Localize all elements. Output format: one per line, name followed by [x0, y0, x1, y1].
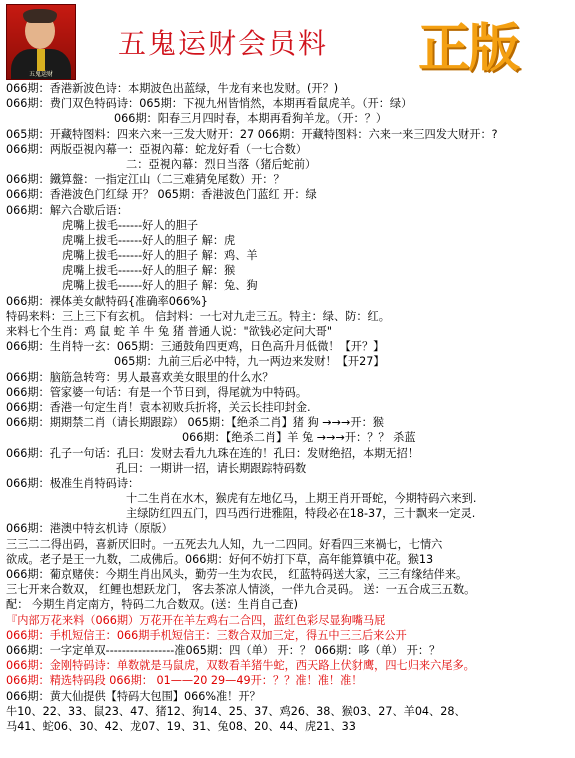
text-line: 066期：葡京赌侠：今期生肖出风头，勤劳一生为农民， 红蓝特码送大家，三三有缘结伴来。 — [6, 568, 468, 581]
page-title: 五鬼运财会员料 — [118, 27, 329, 60]
content-body — [6, 81, 571, 734]
text-line: 牛10、22、33、鼠23、47、猪12、狗14、25、37、鸡26、38、猴03、27、羊04、28、 — [6, 704, 466, 718]
text-line: 欲成。老子是王一九数，二成佛后。066期：好何不妨打下草，高年能算镇中花。猴13 — [6, 552, 434, 566]
text-line: 虎嘴上拔毛------好人的胆子 解：鸡、羊 — [62, 249, 258, 263]
text-line: 066期：港澳中特玄机诗（原版） — [6, 522, 173, 536]
text-line: 066期：香港一句定生肖！袁本初败兵折将，关云长挂印封金. — [6, 400, 311, 414]
genuine-badge: 正版 — [418, 18, 519, 79]
text-line: 066期：解六合歇后语： — [6, 203, 129, 217]
text-line: 特码来料：三上三下有玄机。 信封料：一七对九走三五。特主：绿、防：红。 — [6, 309, 390, 323]
text-line: 『内部万花来料（066期）万花开在羊左鸡右二合四，蓝红色彩尽显狗嘴马屁 — [6, 613, 386, 627]
text-line: 三七开来合数双， 红鲤也想跃龙门， 客去茶凉人情淡，一伴九合灵码。 送：一五合成三五数。 — [6, 583, 476, 597]
photo-caption: 五鬼运财 — [28, 71, 53, 78]
text-line: 066期：一字定单双-----------------准065期：四（单） 开：？ 066期：哆（单） 开：？ — [6, 643, 441, 657]
text-line: 065期：九前三后必中特，九一两边来发财！【开27】 — [114, 355, 385, 369]
text-line: 二：亞視內幕：烈日当落（猪后蛇前） — [126, 157, 317, 171]
text-line: 066期：生肖特一玄：065期：三通鼓角四更鸡，日色高升月低微！【开？】 — [6, 340, 385, 354]
text-line: 066期：裸体美女献特码{准确率066%} — [6, 294, 208, 308]
text-line: 虎嘴上拔毛------好人的胆子 解：猴 — [62, 264, 236, 278]
text-line: 066期：期期禁二肖（请长期跟踪） 065期：【绝杀二肖】猪 狗 →→→开：猴 — [6, 416, 384, 430]
text-line: 066期：两版亞視內幕一：亞視內幕：蛇龙好看（一七合数） — [6, 142, 308, 156]
portrait-tie — [37, 49, 45, 71]
text-line: 066期：金刚特码诗：单数就是马鼠虎，双数看羊猪牛蛇，西天路上伏豺鹰，四七归来六尾多。 — [6, 659, 475, 673]
text-line: 虎嘴上拔毛------好人的胆子 解：虎 — [62, 233, 236, 247]
text-line: 066期：阳春三月四时春，本期再看狗羊龙。（开：？） — [114, 112, 388, 126]
text-line: 066期：费门双色特码诗：065期：下视九州皆悄然，本期再看鼠虎羊。（开：绿） — [6, 97, 413, 111]
text-line: 066期：【绝杀二肖】羊 兔 →→→开：？？ 杀蓝 — [182, 431, 416, 445]
text-line: 066期：孔子一句话：孔曰：发财去看九九珠在连的！孔曰：发财绝招，本期无招！ — [6, 446, 419, 460]
text-line: 马41、蛇06、30、42、龙07、19、31、兔08、20、44、虎21、33 — [6, 719, 356, 733]
text-line: 066期：香港新波色诗：本期波色出蓝绿，牛龙有来也发财。(开？) — [6, 82, 339, 95]
text-line: 066期：手机短信王：066期手机短信王：三数合双加三定，得五中三三后来公开 — [6, 628, 407, 642]
text-line: 主绿防红四五门，四马西行进雅阻，特段必在18-37，三十飘来一定灵. — [126, 507, 476, 521]
portrait-photo — [6, 4, 76, 80]
text-line: 孔曰：一期讲一招，请长期跟踪特码数 — [116, 461, 307, 475]
text-line: 066期：精选特码段 066期： 01——20 29—49开：？？准！准！准！ — [6, 674, 363, 688]
text-line: 三三二二得出码，喜新厌旧时。一五死去九人知，九一二四同。好看四三来禍七，七情六 — [6, 537, 443, 551]
text-line: 虎嘴上拔毛------好人的胆子 解：兔、狗 — [62, 279, 258, 293]
text-line: 来料七个生肖：鸡 鼠 蛇 羊 牛 兔 猪 普通人说："欲钱必定问大哥" — [6, 325, 333, 338]
text-line: 066期：黄大仙提供【特码大包围】066%准！开？ — [6, 689, 261, 703]
text-line: 066期：管家婆一句话：有是一个节日到，得尾就为中特码。 — [6, 385, 308, 399]
text-line: 虎嘴上拔毛------好人的胆子 — [62, 218, 199, 232]
text-line: 066期：极准生肖特码诗： — [6, 476, 140, 490]
text-line: 配： 今期生肖定南方，特码二九合数双。(送：生肖自己查) — [6, 598, 298, 612]
text-line: 066期：脑筋急转弯：男人最喜欢美女眼里的什么水？ — [6, 370, 274, 384]
text-line: 066期：香港波色门红绿 开？ 065期：香港波色门蓝红 开：绿 — [6, 188, 317, 202]
text-line: 十二生肖在水木，猴虎有左地亿马，上期王肖开哥蛇，今期特码六来到. — [126, 492, 477, 506]
text-line: 065期：开藏特图料：四来六来一三发大财开：27 066期：开藏特图料：六来一来三四发大财开：? — [6, 127, 498, 141]
portrait-hair — [23, 9, 57, 23]
text-line: 066期：鐵算盤：一指定江山（二三难猜免尾数）开：？ — [6, 173, 285, 187]
header — [0, 0, 575, 82]
